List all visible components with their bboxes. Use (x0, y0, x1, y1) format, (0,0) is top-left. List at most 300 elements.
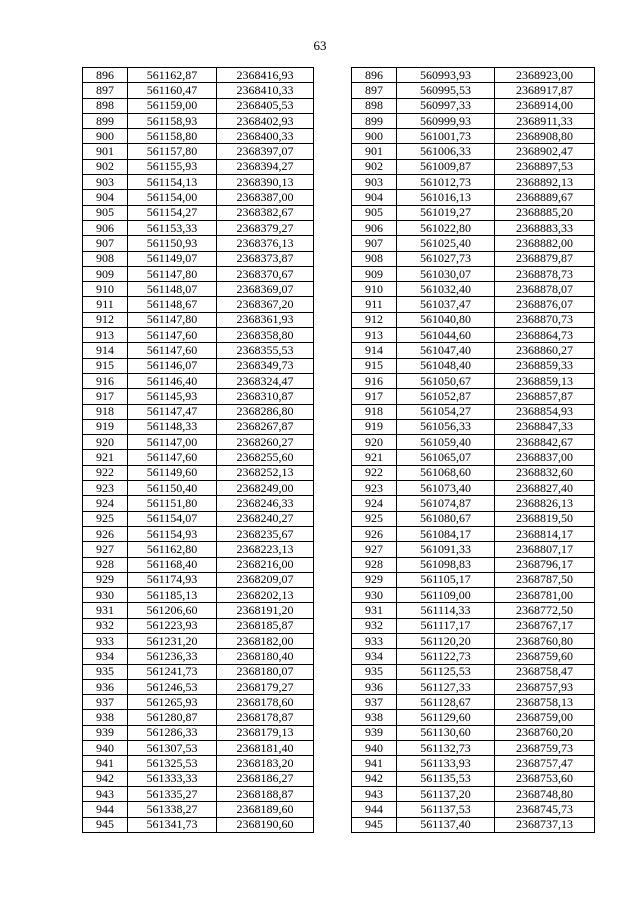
table-row (83, 817, 595, 832)
left-y-coordinate-cell: 2368223,13 (217, 542, 314, 557)
right-x-coordinate-cell: 561027,73 (397, 251, 495, 266)
right-point-number-cell: 926 (352, 526, 397, 541)
column-gap (314, 113, 352, 128)
column-gap (314, 786, 352, 801)
left-point-number-cell: 926 (83, 526, 128, 541)
right-point-number-cell: 901 (352, 144, 397, 159)
right-y-coordinate-cell: 2368759,60 (495, 649, 595, 664)
right-x-coordinate-cell: 561068,60 (397, 465, 495, 480)
right-x-coordinate-cell: 560999,93 (397, 113, 495, 128)
left-point-number-cell: 923 (83, 481, 128, 496)
column-gap (314, 542, 352, 557)
left-point-number-cell: 918 (83, 404, 128, 419)
left-y-coordinate-cell: 2368405,53 (217, 98, 314, 113)
left-x-coordinate-cell: 561153,33 (128, 220, 217, 235)
right-x-coordinate-cell: 561125,53 (397, 664, 495, 679)
right-y-coordinate-cell: 2368760,80 (495, 633, 595, 648)
column-gap (314, 144, 352, 159)
right-y-coordinate-cell: 2368759,00 (495, 710, 595, 725)
left-x-coordinate-cell: 561146,40 (128, 373, 217, 388)
left-point-number-cell: 943 (83, 786, 128, 801)
right-x-coordinate-cell: 561012,73 (397, 175, 495, 190)
left-x-coordinate-cell: 561158,80 (128, 129, 217, 144)
left-x-coordinate-cell: 561265,93 (128, 695, 217, 710)
coordinates-table-body (83, 68, 595, 833)
left-y-coordinate-cell: 2368397,07 (217, 144, 314, 159)
left-x-coordinate-cell: 561147,80 (128, 312, 217, 327)
table-row (83, 159, 595, 174)
left-point-number-cell: 939 (83, 725, 128, 740)
right-x-coordinate-cell: 561030,07 (397, 266, 495, 281)
column-gap (314, 526, 352, 541)
right-x-coordinate-cell: 561122,73 (397, 649, 495, 664)
right-y-coordinate-cell: 2368897,53 (495, 159, 595, 174)
column-gap (314, 282, 352, 297)
right-y-coordinate-cell: 2368864,73 (495, 328, 595, 343)
left-y-coordinate-cell: 2368180,07 (217, 664, 314, 679)
table-row (83, 756, 595, 771)
right-point-number-cell: 915 (352, 358, 397, 373)
column-gap (314, 68, 352, 83)
right-point-number-cell: 938 (352, 710, 397, 725)
right-x-coordinate-cell: 561135,53 (397, 771, 495, 786)
left-y-coordinate-cell: 2368349,73 (217, 358, 314, 373)
left-x-coordinate-cell: 561154,13 (128, 175, 217, 190)
right-y-coordinate-cell: 2368908,80 (495, 129, 595, 144)
left-point-number-cell: 899 (83, 113, 128, 128)
column-gap (314, 756, 352, 771)
left-x-coordinate-cell: 561338,27 (128, 802, 217, 817)
left-y-coordinate-cell: 2368186,27 (217, 771, 314, 786)
left-x-coordinate-cell: 561154,00 (128, 190, 217, 205)
right-point-number-cell: 905 (352, 205, 397, 220)
left-point-number-cell: 937 (83, 695, 128, 710)
right-y-coordinate-cell: 2368923,00 (495, 68, 595, 83)
left-point-number-cell: 908 (83, 251, 128, 266)
right-point-number-cell: 942 (352, 771, 397, 786)
left-point-number-cell: 944 (83, 802, 128, 817)
left-y-coordinate-cell: 2368367,20 (217, 297, 314, 312)
left-point-number-cell: 927 (83, 542, 128, 557)
right-y-coordinate-cell: 2368837,00 (495, 450, 595, 465)
right-point-number-cell: 907 (352, 236, 397, 251)
right-point-number-cell: 909 (352, 266, 397, 281)
left-y-coordinate-cell: 2368178,87 (217, 710, 314, 725)
table-row (83, 771, 595, 786)
left-y-coordinate-cell: 2368382,67 (217, 205, 314, 220)
right-x-coordinate-cell: 561022,80 (397, 220, 495, 235)
right-point-number-cell: 904 (352, 190, 397, 205)
right-x-coordinate-cell: 561025,40 (397, 236, 495, 251)
right-y-coordinate-cell: 2368814,17 (495, 526, 595, 541)
right-point-number-cell: 918 (352, 404, 397, 419)
right-point-number-cell: 927 (352, 542, 397, 557)
right-point-number-cell: 919 (352, 419, 397, 434)
left-point-number-cell: 902 (83, 159, 128, 174)
left-point-number-cell: 942 (83, 771, 128, 786)
left-x-coordinate-cell: 561148,67 (128, 297, 217, 312)
table-row (83, 113, 595, 128)
left-x-coordinate-cell: 561147,60 (128, 328, 217, 343)
left-x-coordinate-cell: 561185,13 (128, 588, 217, 603)
left-x-coordinate-cell: 561154,07 (128, 511, 217, 526)
left-x-coordinate-cell: 561286,33 (128, 725, 217, 740)
left-point-number-cell: 904 (83, 190, 128, 205)
table-row (83, 373, 595, 388)
right-point-number-cell: 912 (352, 312, 397, 327)
left-y-coordinate-cell: 2368402,93 (217, 113, 314, 128)
column-gap (314, 220, 352, 235)
right-y-coordinate-cell: 2368745,73 (495, 802, 595, 817)
column-gap (314, 312, 352, 327)
table-row (83, 649, 595, 664)
right-point-number-cell: 936 (352, 679, 397, 694)
right-y-coordinate-cell: 2368781,00 (495, 588, 595, 603)
right-y-coordinate-cell: 2368787,50 (495, 572, 595, 587)
left-x-coordinate-cell: 561148,07 (128, 282, 217, 297)
column-gap (314, 695, 352, 710)
right-point-number-cell: 896 (352, 68, 397, 83)
right-y-coordinate-cell: 2368767,17 (495, 618, 595, 633)
right-y-coordinate-cell: 2368902,47 (495, 144, 595, 159)
right-point-number-cell: 897 (352, 83, 397, 98)
left-x-coordinate-cell: 561160,47 (128, 83, 217, 98)
right-x-coordinate-cell: 561129,60 (397, 710, 495, 725)
page-number: 63 (313, 38, 327, 53)
right-y-coordinate-cell: 2368857,87 (495, 389, 595, 404)
table-row (83, 419, 595, 434)
column-gap (314, 771, 352, 786)
column-gap (314, 435, 352, 450)
left-y-coordinate-cell: 2368178,60 (217, 695, 314, 710)
column-gap (314, 679, 352, 694)
right-x-coordinate-cell: 561016,13 (397, 190, 495, 205)
left-y-coordinate-cell: 2368416,93 (217, 68, 314, 83)
right-point-number-cell: 944 (352, 802, 397, 817)
table-row (83, 129, 595, 144)
column-gap (314, 450, 352, 465)
right-point-number-cell: 933 (352, 633, 397, 648)
column-gap (314, 328, 352, 343)
right-x-coordinate-cell: 561073,40 (397, 481, 495, 496)
left-point-number-cell: 922 (83, 465, 128, 480)
left-y-coordinate-cell: 2368286,80 (217, 404, 314, 419)
column-gap (314, 404, 352, 419)
right-y-coordinate-cell: 2368859,13 (495, 373, 595, 388)
table-row (83, 450, 595, 465)
right-point-number-cell: 943 (352, 786, 397, 801)
left-x-coordinate-cell: 561150,40 (128, 481, 217, 496)
left-y-coordinate-cell: 2368179,27 (217, 679, 314, 694)
right-y-coordinate-cell: 2368807,17 (495, 542, 595, 557)
left-x-coordinate-cell: 561325,53 (128, 756, 217, 771)
left-x-coordinate-cell: 561150,93 (128, 236, 217, 251)
left-x-coordinate-cell: 561147,60 (128, 343, 217, 358)
right-y-coordinate-cell: 2368917,87 (495, 83, 595, 98)
table-row (83, 328, 595, 343)
right-y-coordinate-cell: 2368914,00 (495, 98, 595, 113)
column-gap (314, 603, 352, 618)
left-y-coordinate-cell: 2368379,27 (217, 220, 314, 235)
column-gap (314, 389, 352, 404)
column-gap (314, 511, 352, 526)
left-point-number-cell: 913 (83, 328, 128, 343)
right-y-coordinate-cell: 2368847,33 (495, 419, 595, 434)
left-point-number-cell: 945 (83, 817, 128, 832)
left-x-coordinate-cell: 561159,00 (128, 98, 217, 113)
table-row (83, 358, 595, 373)
right-point-number-cell: 932 (352, 618, 397, 633)
right-y-coordinate-cell: 2368882,00 (495, 236, 595, 251)
column-gap (314, 236, 352, 251)
right-point-number-cell: 900 (352, 129, 397, 144)
left-point-number-cell: 930 (83, 588, 128, 603)
right-x-coordinate-cell: 561130,60 (397, 725, 495, 740)
right-y-coordinate-cell: 2368819,50 (495, 511, 595, 526)
left-x-coordinate-cell: 561168,40 (128, 557, 217, 572)
column-gap (314, 83, 352, 98)
left-y-coordinate-cell: 2368235,67 (217, 526, 314, 541)
right-point-number-cell: 945 (352, 817, 397, 832)
left-point-number-cell: 897 (83, 83, 128, 98)
left-x-coordinate-cell: 561236,33 (128, 649, 217, 664)
table-row (83, 557, 595, 572)
left-y-coordinate-cell: 2368260,27 (217, 435, 314, 450)
table-row (83, 175, 595, 190)
left-y-coordinate-cell: 2368179,13 (217, 725, 314, 740)
column-gap (314, 817, 352, 832)
table-row (83, 98, 595, 113)
left-point-number-cell: 909 (83, 266, 128, 281)
right-y-coordinate-cell: 2368796,17 (495, 557, 595, 572)
table-row (83, 205, 595, 220)
right-point-number-cell: 921 (352, 450, 397, 465)
left-x-coordinate-cell: 561158,93 (128, 113, 217, 128)
right-x-coordinate-cell: 561065,07 (397, 450, 495, 465)
left-y-coordinate-cell: 2368387,00 (217, 190, 314, 205)
table-row (83, 266, 595, 281)
right-point-number-cell: 925 (352, 511, 397, 526)
right-x-coordinate-cell: 561137,40 (397, 817, 495, 832)
left-y-coordinate-cell: 2368267,87 (217, 419, 314, 434)
right-point-number-cell: 908 (352, 251, 397, 266)
left-x-coordinate-cell: 561149,60 (128, 465, 217, 480)
left-point-number-cell: 932 (83, 618, 128, 633)
table-row (83, 220, 595, 235)
left-y-coordinate-cell: 2368376,13 (217, 236, 314, 251)
column-gap (314, 618, 352, 633)
right-point-number-cell: 911 (352, 297, 397, 312)
right-x-coordinate-cell: 561050,67 (397, 373, 495, 388)
right-x-coordinate-cell: 560997,33 (397, 98, 495, 113)
left-point-number-cell: 900 (83, 129, 128, 144)
right-y-coordinate-cell: 2368860,27 (495, 343, 595, 358)
right-point-number-cell: 940 (352, 741, 397, 756)
column-gap (314, 496, 352, 511)
right-y-coordinate-cell: 2368826,13 (495, 496, 595, 511)
left-point-number-cell: 898 (83, 98, 128, 113)
table-row (83, 695, 595, 710)
left-point-number-cell: 940 (83, 741, 128, 756)
table-row (83, 725, 595, 740)
table-row (83, 603, 595, 618)
left-y-coordinate-cell: 2368183,20 (217, 756, 314, 771)
table-row (83, 343, 595, 358)
right-x-coordinate-cell: 560995,53 (397, 83, 495, 98)
left-x-coordinate-cell: 561335,27 (128, 786, 217, 801)
table-row (83, 588, 595, 603)
right-x-coordinate-cell: 561044,60 (397, 328, 495, 343)
right-y-coordinate-cell: 2368892,13 (495, 175, 595, 190)
right-point-number-cell: 914 (352, 343, 397, 358)
column-gap (314, 190, 352, 205)
table-row (83, 251, 595, 266)
right-y-coordinate-cell: 2368879,87 (495, 251, 595, 266)
right-y-coordinate-cell: 2368878,07 (495, 282, 595, 297)
left-x-coordinate-cell: 561162,80 (128, 542, 217, 557)
right-x-coordinate-cell: 561054,27 (397, 404, 495, 419)
right-y-coordinate-cell: 2368772,50 (495, 603, 595, 618)
right-x-coordinate-cell: 561084,17 (397, 526, 495, 541)
left-y-coordinate-cell: 2368246,33 (217, 496, 314, 511)
right-point-number-cell: 898 (352, 98, 397, 113)
right-x-coordinate-cell: 561091,33 (397, 542, 495, 557)
left-point-number-cell: 924 (83, 496, 128, 511)
table-row (83, 282, 595, 297)
left-x-coordinate-cell: 561307,53 (128, 741, 217, 756)
left-x-coordinate-cell: 561148,33 (128, 419, 217, 434)
column-gap (314, 343, 352, 358)
table-row (83, 786, 595, 801)
right-y-coordinate-cell: 2368758,13 (495, 695, 595, 710)
right-x-coordinate-cell: 561009,87 (397, 159, 495, 174)
right-y-coordinate-cell: 2368757,93 (495, 679, 595, 694)
left-point-number-cell: 929 (83, 572, 128, 587)
left-y-coordinate-cell: 2368188,87 (217, 786, 314, 801)
table-row (83, 236, 595, 251)
left-x-coordinate-cell: 561155,93 (128, 159, 217, 174)
right-point-number-cell: 910 (352, 282, 397, 297)
left-x-coordinate-cell: 561149,07 (128, 251, 217, 266)
column-gap (314, 710, 352, 725)
left-point-number-cell: 917 (83, 389, 128, 404)
right-point-number-cell: 923 (352, 481, 397, 496)
right-x-coordinate-cell: 561117,17 (397, 618, 495, 633)
table-row (83, 664, 595, 679)
left-y-coordinate-cell: 2368249,00 (217, 481, 314, 496)
column-gap (314, 725, 352, 740)
right-point-number-cell: 917 (352, 389, 397, 404)
right-x-coordinate-cell: 561006,33 (397, 144, 495, 159)
right-point-number-cell: 913 (352, 328, 397, 343)
right-point-number-cell: 924 (352, 496, 397, 511)
table-row (83, 297, 595, 312)
right-point-number-cell: 928 (352, 557, 397, 572)
left-point-number-cell: 906 (83, 220, 128, 235)
right-y-coordinate-cell: 2368883,33 (495, 220, 595, 235)
left-point-number-cell: 912 (83, 312, 128, 327)
left-y-coordinate-cell: 2368202,13 (217, 588, 314, 603)
left-point-number-cell: 905 (83, 205, 128, 220)
table-row (83, 68, 595, 83)
left-y-coordinate-cell: 2368310,87 (217, 389, 314, 404)
right-point-number-cell: 941 (352, 756, 397, 771)
right-x-coordinate-cell: 561137,20 (397, 786, 495, 801)
left-point-number-cell: 896 (83, 68, 128, 83)
left-y-coordinate-cell: 2368216,00 (217, 557, 314, 572)
column-gap (314, 802, 352, 817)
left-x-coordinate-cell: 561147,47 (128, 404, 217, 419)
right-y-coordinate-cell: 2368876,07 (495, 297, 595, 312)
column-gap (314, 129, 352, 144)
table-row (83, 312, 595, 327)
table-row (83, 481, 595, 496)
table-row (83, 435, 595, 450)
left-y-coordinate-cell: 2368252,13 (217, 465, 314, 480)
table-row (83, 465, 595, 480)
column-gap (314, 572, 352, 587)
left-point-number-cell: 931 (83, 603, 128, 618)
table-row (83, 526, 595, 541)
table-row (83, 542, 595, 557)
left-y-coordinate-cell: 2368324,47 (217, 373, 314, 388)
left-x-coordinate-cell: 561157,80 (128, 144, 217, 159)
left-x-coordinate-cell: 561145,93 (128, 389, 217, 404)
right-x-coordinate-cell: 561105,17 (397, 572, 495, 587)
right-point-number-cell: 922 (352, 465, 397, 480)
right-x-coordinate-cell: 561114,33 (397, 603, 495, 618)
left-x-coordinate-cell: 561147,00 (128, 435, 217, 450)
column-gap (314, 98, 352, 113)
right-y-coordinate-cell: 2368827,40 (495, 481, 595, 496)
table-row (83, 404, 595, 419)
right-point-number-cell: 930 (352, 588, 397, 603)
left-x-coordinate-cell: 561231,20 (128, 633, 217, 648)
right-y-coordinate-cell: 2368911,33 (495, 113, 595, 128)
column-gap (314, 251, 352, 266)
left-x-coordinate-cell: 561146,07 (128, 358, 217, 373)
left-point-number-cell: 933 (83, 633, 128, 648)
left-point-number-cell: 915 (83, 358, 128, 373)
left-y-coordinate-cell: 2368185,87 (217, 618, 314, 633)
right-point-number-cell: 929 (352, 572, 397, 587)
left-x-coordinate-cell: 561341,73 (128, 817, 217, 832)
column-gap (314, 358, 352, 373)
column-gap (314, 465, 352, 480)
right-point-number-cell: 935 (352, 664, 397, 679)
right-point-number-cell: 916 (352, 373, 397, 388)
left-y-coordinate-cell: 2368373,87 (217, 251, 314, 266)
left-point-number-cell: 910 (83, 282, 128, 297)
right-x-coordinate-cell: 561001,73 (397, 129, 495, 144)
left-y-coordinate-cell: 2368400,33 (217, 129, 314, 144)
left-point-number-cell: 914 (83, 343, 128, 358)
right-x-coordinate-cell: 561040,80 (397, 312, 495, 327)
column-gap (314, 588, 352, 603)
table-row (83, 802, 595, 817)
left-y-coordinate-cell: 2368191,20 (217, 603, 314, 618)
column-gap (314, 557, 352, 572)
column-gap (314, 297, 352, 312)
right-point-number-cell: 931 (352, 603, 397, 618)
left-y-coordinate-cell: 2368394,27 (217, 159, 314, 174)
table-row (83, 511, 595, 526)
left-y-coordinate-cell: 2368355,53 (217, 343, 314, 358)
left-y-coordinate-cell: 2368255,60 (217, 450, 314, 465)
right-x-coordinate-cell: 561128,67 (397, 695, 495, 710)
table-row (83, 190, 595, 205)
left-point-number-cell: 921 (83, 450, 128, 465)
